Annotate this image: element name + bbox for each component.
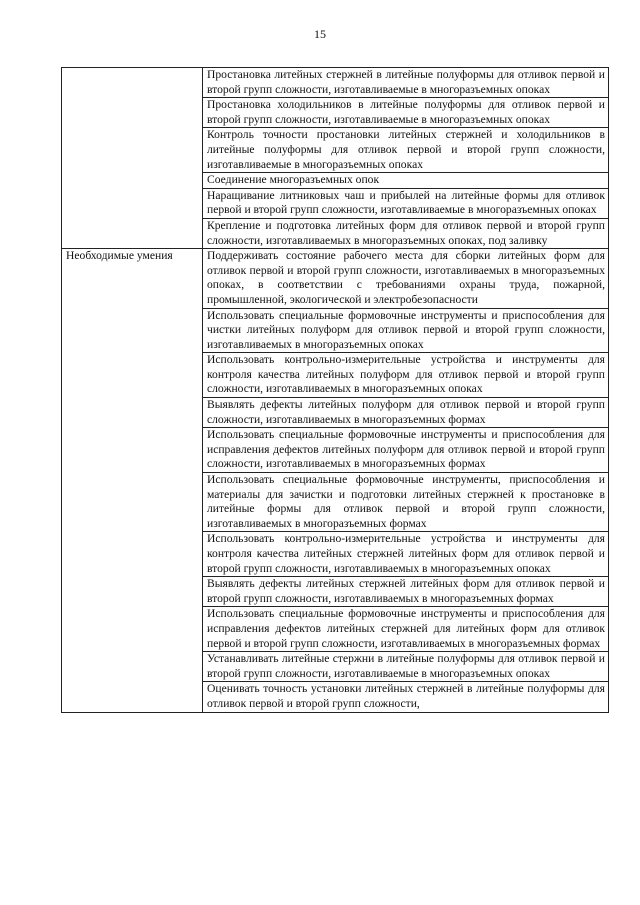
section-label-cell (62, 173, 203, 189)
table-cell-text: Использовать специальные формовочные инструменты, приспособления и материалы для зачистки и подготовки литейных стержней к простановке в литейные формы для отливок первой и второй групп сложности, изготавливаемых в многоразъемных формах (203, 473, 609, 532)
table-row (62, 68, 609, 98)
table-cell-text: Наращивание литниковых чаш и прибылей на литейные формы для отливок первой и второй групп сложности, изготавливаемые в многоразъемных опоках (203, 188, 609, 218)
table-cell-text: Оценивать точность установки литейных стержней в литейные полуформы для отливок первой и второй групп сложности, (203, 682, 609, 712)
table-cell-text: Использовать контрольно-измерительные устройства и инструменты для контроля качества литейных стержней литейных форм для отливок первой и второй групп сложности, изготавливаемых в многоразъемных опоках (203, 532, 609, 577)
table-row (62, 398, 609, 428)
table-cell-text: Выявлять дефекты литейных полуформ для отливок первой и второй групп сложности, изготавливаемых в многоразъемных формах (203, 398, 609, 428)
table-row (62, 682, 609, 712)
section-label-cell (62, 398, 203, 428)
section-label: Необходимые умения (62, 249, 203, 308)
table-cell-text: Использовать специальные формовочные инструменты и приспособления для чистки литейных полуформ для отливок первой и второй групп сложности, изготавливаемых в многоразъемных опоках (203, 308, 609, 353)
table-cell-text: Устанавливать литейные стержни в литейные полуформы для отливок первой и второй групп сложности, изготавливаемые в многоразъемных опоках (203, 652, 609, 682)
section-label-cell (62, 188, 203, 218)
section-label-cell (62, 308, 203, 353)
table-cell-text: Соединение многоразъемных опок (203, 173, 609, 189)
table-row (62, 532, 609, 577)
table-row (62, 652, 609, 682)
section-label-cell (62, 652, 203, 682)
table-cell-text: Использовать специальные формовочные инструменты и приспособления для исправления дефектов литейных стержней для литейных форм для отливок первой и второй групп сложности, изготавливаемых в многоразъемных формах (203, 607, 609, 652)
table-cell-text: Простановка литейных стержней в литейные полуформы для отливок первой и второй групп сложности, изготавливаемые в многоразъемных опоках (203, 68, 609, 98)
table-row (62, 308, 609, 353)
section-label-cell (62, 473, 203, 532)
section-label-cell (62, 532, 203, 577)
table-cell-text: Использовать специальные формовочные инструменты и приспособления для исправления дефектов литейных полуформ для отливок первой и второй групп сложности, изготавливаемых в многоразъемных формах (203, 428, 609, 473)
table-cell-text: Выявлять дефекты литейных стержней литейных форм для отливок первой и второй групп сложности, изготавливаемых в многоразъемных формах (203, 577, 609, 607)
section-label-cell (62, 98, 203, 128)
section-label-cell (62, 353, 203, 398)
table-row (62, 98, 609, 128)
table-row (62, 218, 609, 248)
section-label (62, 68, 203, 98)
section-label-cell (62, 682, 203, 712)
table-cell-text: Поддерживать состояние рабочего места для сборки литейных форм для отливок первой и второй групп сложности, изготавливаемых в многоразъемных опоках, в соответствии с требованиями охраны труда, пожарной, промышленной, экологической и электробезопасности (203, 249, 609, 308)
section-label-cell (62, 577, 203, 607)
table-body (62, 68, 609, 713)
table-row (62, 188, 609, 218)
page-number: 15 (314, 27, 326, 41)
table-row (62, 428, 609, 473)
table-cell-text: Использовать контрольно-измерительные устройства и инструменты для контроля качества литейных полуформ для отливок первой и второй групп сложности, изготавливаемых в многоразъемных опоках (203, 353, 609, 398)
section-label-cell (62, 128, 203, 173)
requirements-table (61, 67, 609, 713)
table-row (62, 173, 609, 189)
section-label-cell (62, 218, 203, 248)
table-row (62, 473, 609, 532)
section-label-cell (62, 607, 203, 652)
table-cell-text: Контроль точности простановки литейных стержней и холодильников в литейные полуформы для отливок первой и второй групп сложности, изготавливаемые в многоразъемных опоках (203, 128, 609, 173)
section-label-cell (62, 428, 203, 473)
table-row (62, 577, 609, 607)
table-cell-text: Крепление и подготовка литейных форм для отливок первой и второй групп сложности, изготавливаемых в многоразъемных опоках, под заливку (203, 218, 609, 248)
table-cell-text: Простановка холодильников в литейные полуформы для отливок первой и второй групп сложности, изготавливаемые в многоразъемных опоках (203, 98, 609, 128)
table-row (62, 128, 609, 173)
table-row (62, 353, 609, 398)
table-row (62, 249, 609, 308)
table-row (62, 607, 609, 652)
